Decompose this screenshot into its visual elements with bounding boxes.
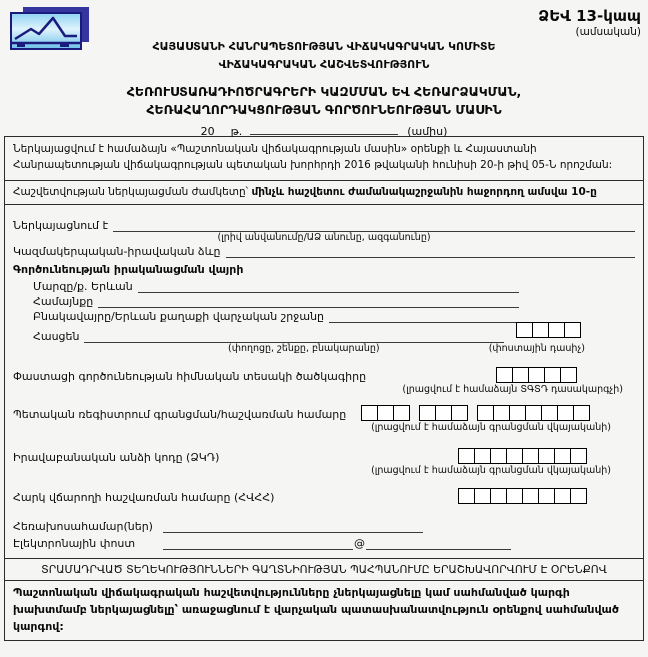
- form-code-block: [538, 7, 641, 38]
- activity-code-boxes[interactable]: [496, 367, 577, 383]
- phone-row: [13, 520, 635, 533]
- deadline-section: [5, 180, 643, 204]
- code-cell[interactable]: [493, 405, 510, 421]
- code-cell[interactable]: [490, 448, 507, 464]
- hvhh-boxes[interactable]: [458, 488, 587, 504]
- confidentiality-banner: ՏՐԱՄԱԴՐՎԱԾ ՏԵՂԵԿՈՒԹՅՈՒՆՆԵՐԻ ԳԱՂՏՆԻՈՒԹՅԱՆ ՊԱՀՊԱՆՈՒՄԸ ԵՐԱՇԽԱՎՈՐՎՈՒՄ Է ՕՐԵՆՔՈՎ: [5, 558, 643, 580]
- code-cell[interactable]: [557, 405, 574, 421]
- activity-code-label: Փաստացի գործունեության հիմնական տեսակի ծածկագիրը: [13, 369, 367, 383]
- address-hints-row: [13, 343, 635, 354]
- code-cell[interactable]: [538, 488, 555, 504]
- zkd-row: [13, 448, 635, 464]
- settlement-input-line[interactable]: [329, 310, 519, 323]
- year-suffix: թ.: [230, 125, 243, 138]
- legal-basis-section: [5, 137, 643, 180]
- presented-by-label: Ներկայացնում է: [13, 218, 109, 232]
- code-cell[interactable]: [538, 448, 555, 464]
- form-code: ՁԵՎ 13-կապ: [538, 7, 641, 25]
- region-label: Մարզը/ք. Երևան: [33, 279, 133, 293]
- code-cell[interactable]: [516, 322, 533, 338]
- code-cell[interactable]: [525, 405, 542, 421]
- code-cell[interactable]: [393, 405, 410, 421]
- zkd-hint: (լրացվում է համաձայն գրանցման վկայականի): [371, 464, 611, 476]
- hvhh-row: [13, 488, 635, 504]
- legal-form-label: Կազմակերպական-իրավական ձևը: [13, 244, 221, 258]
- month-input-line[interactable]: [250, 122, 398, 135]
- code-cell[interactable]: [570, 448, 587, 464]
- legal-basis-text: Ներկայացվում է համաձայն «Պաշտոնական վիճակագրության մասին» օրենքի և Հայաստանի Հանրապետության վիճակագրության պետական խորհրդի 2016 թվականի հունիսի 20-ի թիվ 05-Ն որոշման:: [13, 143, 613, 171]
- form-header: [0, 0, 648, 136]
- liability-warning: Պաշտոնական վիճակագրական հաշվետվությունները չներկայացնելը կամ սահմանված կարգի խախտմամբ ներկայացնելը՝ առաջացնում է վարչական պատասխանատվություն օրենքով սահմանված կարգով:: [5, 580, 643, 640]
- code-cell[interactable]: [419, 405, 436, 421]
- legal-form-row: [13, 245, 635, 258]
- community-row: [33, 295, 635, 308]
- register-number-box-groups: [361, 405, 590, 421]
- code-cell[interactable]: [548, 322, 565, 338]
- code-cell[interactable]: [541, 405, 558, 421]
- register-group-3-boxes[interactable]: [477, 405, 590, 421]
- code-cell[interactable]: [544, 367, 561, 383]
- phone-input-line[interactable]: [163, 520, 423, 533]
- year-prefix: 20: [200, 125, 215, 138]
- activity-place-heading: Գործունեության իրականացման վայրի: [13, 262, 244, 276]
- community-input-line[interactable]: [98, 295, 519, 308]
- committee-name: ՀԱՅԱՍՏԱՆԻ ՀԱՆՐԱՊԵՏՈՒԹՅԱՆ ՎԻՃԱԿԱԳՐԱԿԱՆ ԿՈՄԻՏԵ: [152, 40, 496, 53]
- code-cell[interactable]: [474, 488, 491, 504]
- region-row: [33, 280, 635, 293]
- zkd-boxes[interactable]: [458, 448, 587, 464]
- register-group-1-boxes[interactable]: [361, 405, 410, 421]
- presented-by-input-line[interactable]: [113, 219, 635, 232]
- code-cell[interactable]: [496, 367, 513, 383]
- deadline-bold: մինչև հաշվետու ժամանակաշրջանին հաջորդող ամսվա 10-ը: [251, 185, 597, 198]
- code-cell[interactable]: [458, 488, 475, 504]
- activity-code-row: [13, 367, 635, 383]
- code-cell[interactable]: [361, 405, 378, 421]
- register-number-label: Պետական ռեգիստրում գրանցման/հաշվառման համարը: [13, 407, 347, 421]
- zkd-label: Իրավաբանական անձի կոդը (ՁԿԴ): [13, 450, 220, 464]
- form-body: [4, 136, 644, 641]
- address-label: Հասցեն: [33, 329, 80, 343]
- code-cell[interactable]: [435, 405, 452, 421]
- code-cell[interactable]: [560, 367, 577, 383]
- code-cell[interactable]: [377, 405, 394, 421]
- form-periodicity: (ամսական): [575, 26, 641, 38]
- code-cell[interactable]: [573, 405, 590, 421]
- code-cell[interactable]: [554, 448, 571, 464]
- postal-hint: (փոստային դասիչ): [488, 342, 585, 354]
- code-cell[interactable]: [554, 488, 571, 504]
- hvhh-label: Հարկ վճարողի հաշվառման համարը (ՀՎՀՀ): [13, 490, 275, 504]
- code-cell[interactable]: [512, 367, 529, 383]
- email-row: [13, 537, 635, 550]
- code-cell[interactable]: [490, 488, 507, 504]
- address-row: [33, 327, 635, 343]
- phone-label: Հեռախոսահամար(ներ): [13, 519, 153, 533]
- settlement-label: Բնակավայրը/Երևան քաղաքի վարչական շրջանը: [33, 309, 325, 323]
- register-number-hint: (լրացվում է համաձայն գրանցման վկայականի): [371, 421, 611, 433]
- armstat-logo-icon: [8, 5, 92, 51]
- activity-code-hint: (լրացվում է համաձայն ՏԳՏԴ դասակարգչի): [402, 383, 623, 395]
- form-title-line2: ՀԵՌԱՀԱՂՈՐԴԱԿՑՈՒԹՅԱՆ ԳՈՐԾՈՒՆԵՈՒԹՅԱՆ ՄԱՍԻՆ: [146, 102, 502, 117]
- postal-code-boxes[interactable]: [516, 322, 581, 338]
- code-cell[interactable]: [458, 448, 475, 464]
- code-cell[interactable]: [564, 322, 581, 338]
- deadline-prefix: Հաշվետվության ներկայացման ժամկետը՝: [13, 185, 252, 198]
- email-domain-input-line[interactable]: [366, 537, 511, 550]
- address-input-line[interactable]: [84, 330, 504, 343]
- community-label: Համայնքը: [33, 294, 94, 308]
- code-cell[interactable]: [477, 405, 494, 421]
- register-group-2-boxes[interactable]: [419, 405, 468, 421]
- email-label: Էլեկտրոնային փոստ: [13, 536, 136, 550]
- code-cell[interactable]: [451, 405, 468, 421]
- address-hint: (փողոցը, շենքը, բնակարանը): [228, 342, 380, 354]
- legal-form-input-line[interactable]: [226, 245, 636, 258]
- code-cell[interactable]: [522, 448, 539, 464]
- report-type: ՎԻՃԱԿԱԳՐԱԿԱՆ ՀԱՇՎԵՏՎՈՒԹՅՈՒՆ: [218, 58, 430, 71]
- form-title-line1: ՀԵՌՈՒՍՏԱՌԱԴԻՈԾՐԱԳՐԵՐԻ ԿԱԶՄՄԱՆ ԵՎ ՀԵՌԱՐՁԱԿՄԱՆ,: [126, 84, 522, 99]
- presented-by-row: [13, 219, 635, 232]
- code-cell[interactable]: [506, 448, 523, 464]
- code-cell[interactable]: [506, 488, 523, 504]
- line-chart-logo-icon: [8, 5, 92, 51]
- report-date-row: [0, 122, 648, 138]
- email-at-sign: @: [354, 536, 365, 550]
- code-cell[interactable]: [474, 448, 491, 464]
- code-cell[interactable]: [509, 405, 526, 421]
- register-number-row: [13, 405, 635, 421]
- form-fields-section: [5, 204, 643, 558]
- code-cell[interactable]: [532, 322, 549, 338]
- code-cell[interactable]: [528, 367, 545, 383]
- month-hint: (ամիս): [407, 125, 448, 138]
- presented-by-hint: (լրիվ անվանումը/ԱՁ անունը, ազգանունը): [217, 231, 431, 243]
- code-cell[interactable]: [522, 488, 539, 504]
- region-input-line[interactable]: [138, 280, 519, 293]
- code-cell[interactable]: [570, 488, 587, 504]
- email-local-input-line[interactable]: [163, 537, 353, 550]
